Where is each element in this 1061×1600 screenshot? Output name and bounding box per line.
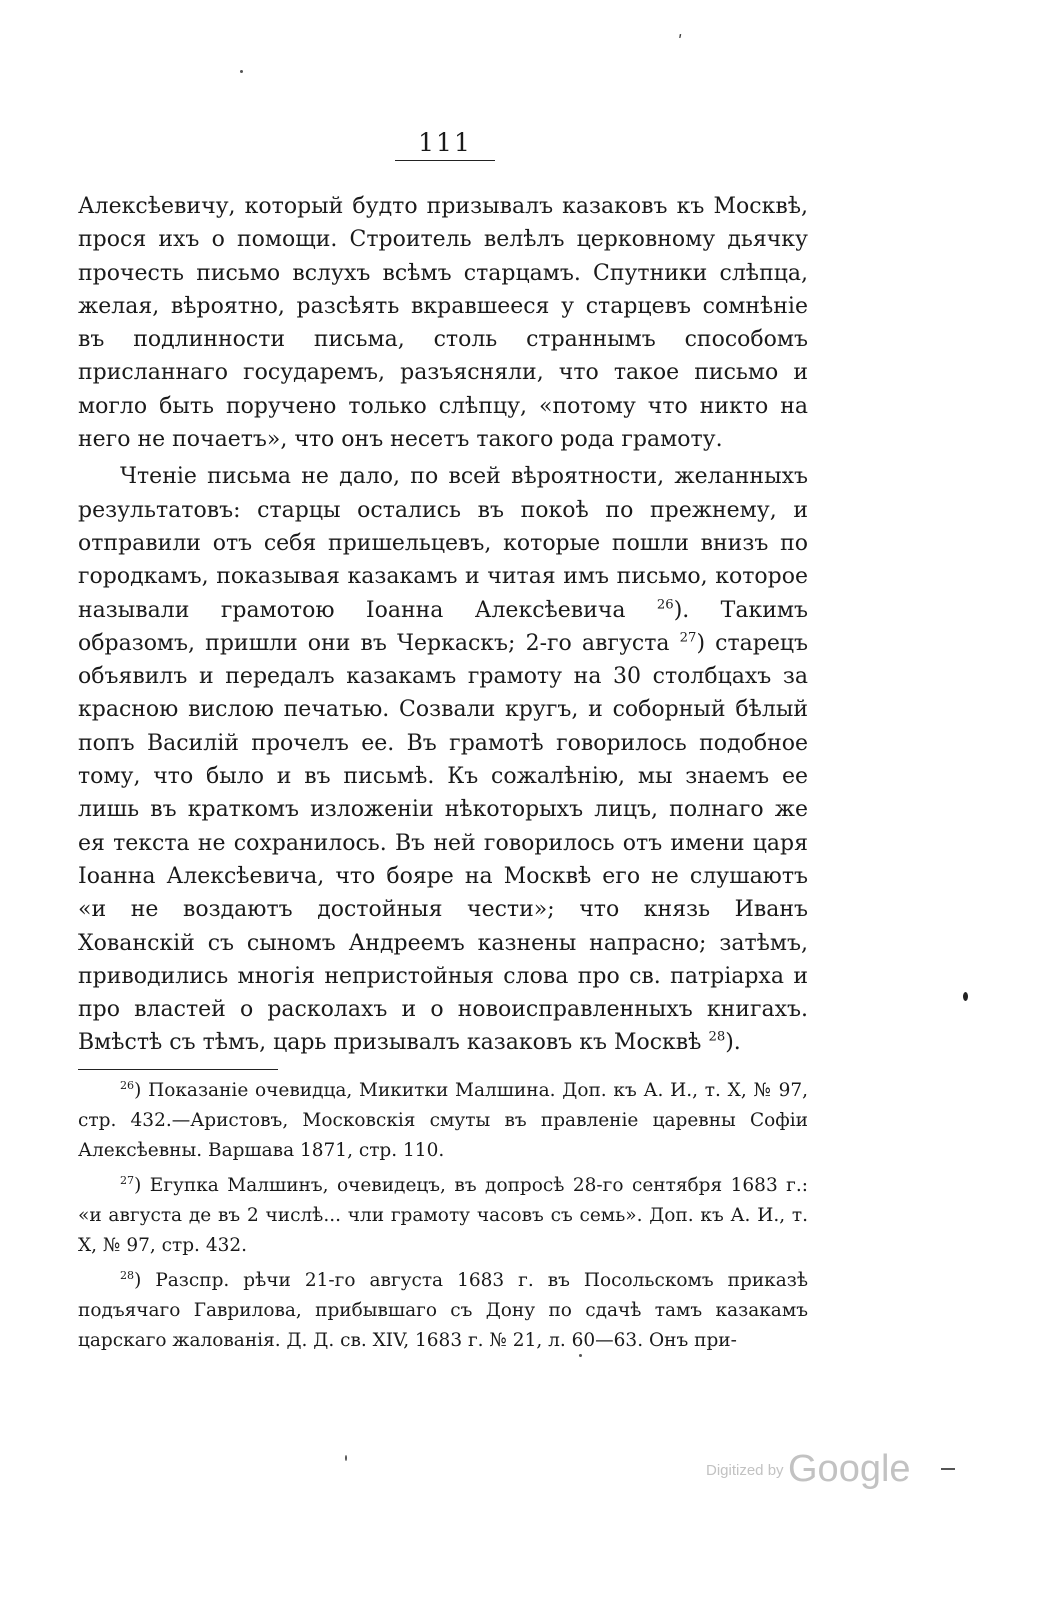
footnotes [78,1076,808,1361]
scan-speck [941,1468,955,1470]
paragraph [78,190,808,456]
scan-speck [345,1455,347,1461]
footnote-separator [78,1069,278,1070]
footnote-text: ) Егупка Малшинъ, очевидецъ, въ допросѣ 28-го сентября 1683 г.: «и августа де въ 2 числѣ... чли грамоту часовъ съ семь». Доп. къ А. И., т. X, № 97, стр. 432. [78,1175,808,1256]
footnote-ref: 26 [656,597,674,613]
footnote-text: ) Показаніе очевидца, Микитки Малшина. Доп. къ А. И., т. X, № 97, стр. 432.—Аристовъ, Московскія смуты въ правленіе царевны Софіи Алексѣевны. Варшава 1871, стр. 110. [78,1080,808,1161]
footnote-ref: 27 [679,630,697,646]
scan-speck [579,1354,582,1357]
scan-speck [240,70,243,73]
footnote-number: 26 [120,1078,135,1092]
digitized-watermark [706,1448,911,1491]
scan-mark: ʹ [678,32,683,51]
footnote-number: 28 [120,1268,135,1282]
footnote [78,1076,808,1166]
footnote [78,1171,808,1261]
page-number-rule [395,160,495,161]
scan-speck [963,992,968,1001]
paragraph-text: ). Такимъ образомъ, пришли они въ Черкаскъ; 2-го августа [78,597,808,656]
paragraph-text: Алексѣевичу, который будто призывалъ казаковъ къ Москвѣ, прося ихъ о помощи. Строитель велѣлъ церковному дьячку прочесть письмо вслухъ всѣмъ старцамъ. Спутники слѣпца, желая, вѣроятно, разсѣять вкравшееся у старцевъ сомнѣніе въ подлинности письма, столь страннымъ способомъ присланнаго государемъ, разъясняли, что такое письмо и могло быть поручено только слѣпцу, «потому что никто на него не почаетъ», что онъ несетъ такого рода грамоту. [78,194,808,453]
page-number: 111 [418,128,472,157]
paragraph-text: ) старецъ объявилъ и передалъ казакамъ грамоту на 30 столбцахъ за красною вислою печатью. Созвали кругъ, и соборный бѣлый попъ Василій прочелъ ее. Въ грамотѣ говорилось подобное тому, что было и въ письмѣ. Къ сожалѣнію, мы знаемъ ее лишь въ краткомъ изложеніи нѣкоторыхъ лицъ, полнаго же ея текста не сохранилось. Въ ней говорилось отъ имени царя Іоанна Алексѣевича, что бояре на Москвѣ его не слушаютъ «и не воздаютъ достойныя чести»; что князь Иванъ Хованскій съ сыномъ Андреемъ казнены напрасно; затѣмъ, приводились многія непристойныя слова про св. патріарха и про властей о расколахъ и о новоисправленныхъ книгахъ. Вмѣстѣ съ тѣмъ, царь призывалъ казаковъ къ Москвѣ [78,630,809,1056]
digitized-by-label: Digitized by [706,1462,784,1479]
paragraph-text: Чтеніе письма не дало, по всей вѣроятности, желанныхъ результатовъ: старцы остались въ покоѣ по прежнему, и отправили отъ себя пришельцевъ, которые пошли внизъ по городкамъ, показывая казакамъ и читая имъ письмо, которое называли грамотою Іоанна Алексѣевича [78,464,808,623]
paragraph [78,460,808,1059]
footnote-text: ) Разспр. рѣчи 21-го августа 1683 г. въ Посольскомъ приказѣ подъячаго Гаврилова, прибывшаго съ Дону по сдачѣ тамъ казакамъ царскаго жалованія. Д. Д. св. XIV, 1683 г. № 21, л. 60—63. Онъ при- [78,1270,808,1351]
google-logo: Google [788,1448,911,1490]
footnote-ref: 28 [708,1030,726,1046]
footnote-number: 27 [120,1173,135,1187]
footnote [78,1266,808,1356]
paragraph-text: ). [725,1030,741,1056]
body-text [78,190,808,1060]
